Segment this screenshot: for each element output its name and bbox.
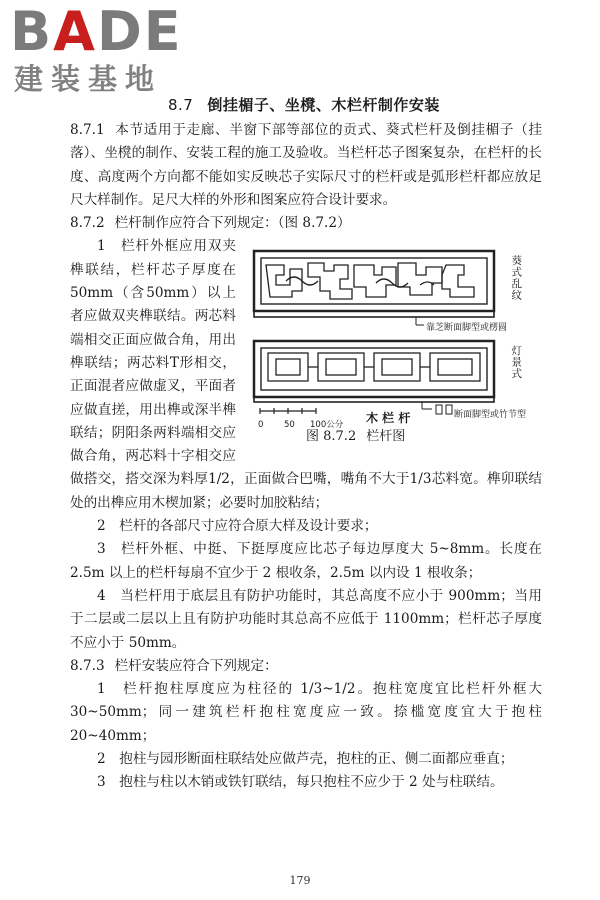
clause-8-7-2-item-2: 2 栏杆的各部尺寸应符合原大样及设计要求； [97,518,378,535]
clause-heading: 栏杆制作应符合下列规定：（图 8.7.2） [114,215,351,232]
clause-8-7-3-item-1: 1 栏杆抱柱厚度应为柱径的 1/3~1/2。抱柱宽度宜比栏杆外框大 30~50mm；同一建筑栏杆抱柱宽度应一致。捺槛宽度宜大于抱柱 20~40mm； [70,681,542,744]
clause-text: 本节适用于走廊、半窗下部等部位的贡式、葵式栏杆及倒挂楣子（挂落）、坐櫈的制作、安装工程的施工及验收。当栏杆芯子图案复杂，在栏杆的长度、高度两个方向都不能如实反映芯子实际尺寸的栏杆或是弧形栏杆都应放足尺大样制作。足尺大样的外形和图案应符合设计要求。 [70,122,542,208]
logo-subtitle: 建装基地 [14,62,163,96]
clause-8-7-2-item-4: 4 当栏杆用于底层且有防护功能时，其总高度不应小于 900mm；当用于二层或二层以上且有防护功能时其总高不应低于 1100mm；栏杆芯子厚度不应小于 50mm。 [70,587,542,651]
scale-label-50: 50 [284,420,295,431]
label-kuishi: 葵式乱纹 [510,255,523,302]
clause-8-7-2-heading [70,212,542,235]
note-top: 靠芝断面脚型或楞圆 [426,323,508,334]
item-with-figure [70,235,542,515]
page-number: 179 [289,874,311,887]
clause-number: 8.7.3 [70,657,105,674]
publisher-logo [10,0,183,96]
clause-heading: 栏杆安装应符合下列规定： [114,657,278,674]
scale-label-100: 100公分 [310,420,344,431]
figure-title: 木 栏 杆 [366,411,411,426]
scale-label-0: 0 [258,420,264,431]
clause-8-7-1 [70,119,542,212]
clause-8-7-3-item-3: 3 抱柱与柱以木销或铁钉联结，每只抱柱不应少于 2 处与柱联结。 [97,774,504,791]
clause-8-7-3-item-2: 2 抱柱与园形断面柱联结处应做芦壳，抱柱的正、侧二面都应垂直； [97,751,514,768]
figure-railing [246,241,542,449]
note-bottom: 断面脚型或竹节型 [454,410,527,421]
document-body [70,119,542,795]
label-dengjing: 灯景式 [510,345,523,380]
figure-caption: 图 8.7.2 栏杆图 [306,429,406,445]
section-number: 8.7 [168,96,194,114]
logo-accent-letter: A [53,0,97,63]
clause-8-7-2-item-3: 3 栏杆外框、中挺、下挺厚度应比芯子每边厚度大 5~8mm。长度在 2.5m 以上的栏杆每扇不宜少于 2 根收条，2.5m 以内设 1 根收条； [70,541,542,581]
logo-wordmark: BADE [10,0,183,63]
clause-8-7-2-item-1: 1 栏杆外框应用双夹榫联结，栏杆芯子厚度在50mm（含50mm）以上者应做双夹榫联结。两芯料端相交正面应做合角，用出榫联结；两芯料T形相交，正面混者应做虚叉，平面者应做直搓，用出榫或深半榫联结；阴阳条两料端相交应做合角，两芯料十字相交应做搭交，搭交深为料厚1/2，正面做合巴嘴，嘴角不大于1/3芯料宽。榫卯联结处的出榫应用木楔加紧；必要时加胶粘结； [70,238,542,511]
section-title-text: 倒挂楣子、坐櫈、木栏杆制作安装 [207,96,440,114]
clause-number: 8.7.1 [70,122,105,138]
clause-number: 8.7.2 [70,215,105,232]
section-title [168,94,440,115]
clause-8-7-3-heading [70,655,542,678]
